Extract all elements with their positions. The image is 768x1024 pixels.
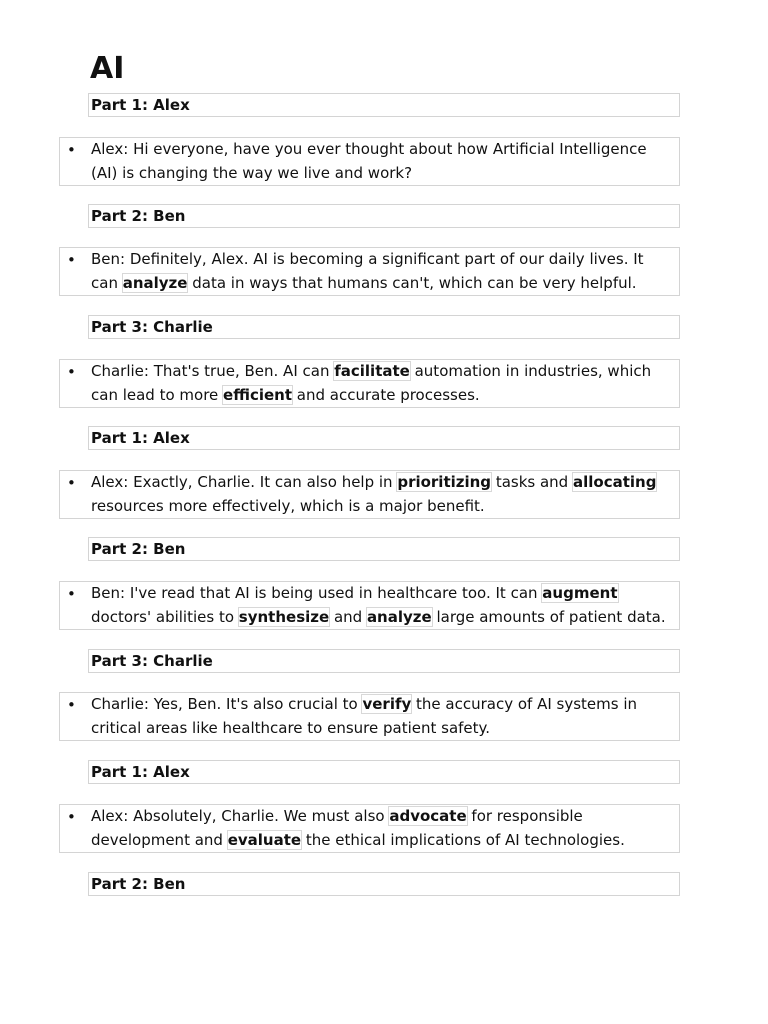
dialogue-paragraph xyxy=(59,359,680,408)
keyword: facilitate xyxy=(334,362,410,380)
bullet-icon: • xyxy=(67,141,76,159)
bullet-icon: • xyxy=(67,696,76,714)
paragraph-text: Charlie: That's true, Ben. AI can facilitate automation in industries, which can lead to more efficient and accurate processes. xyxy=(91,362,652,404)
bullet-icon: • xyxy=(67,585,76,603)
section-heading: Part 2: Ben xyxy=(88,204,680,228)
keyword: verify xyxy=(362,695,412,713)
section-heading: Part 1: Alex xyxy=(88,93,680,117)
section-heading: Part 2: Ben xyxy=(88,872,680,896)
keyword: evaluate xyxy=(227,830,302,849)
keyword: allocating xyxy=(572,473,657,491)
section-heading: Part 3: Charlie xyxy=(88,649,680,673)
section-heading: Part 1: Alex xyxy=(88,760,680,784)
keyword: synthesize xyxy=(238,607,330,626)
paragraph-text: Ben: Definitely, Alex. AI is becoming a significant part of our daily lives. It can analyze data in ways that humans can't, which can be very helpful. xyxy=(91,250,644,292)
dialogue-paragraph xyxy=(59,581,680,630)
keyword: prioritizing xyxy=(397,473,492,491)
dialogue-paragraph xyxy=(59,804,680,853)
bullet-icon: • xyxy=(67,808,76,826)
section-heading: Part 2: Ben xyxy=(88,537,680,561)
dialogue-paragraph xyxy=(59,692,680,741)
document-title: AI xyxy=(90,51,125,86)
paragraph-text: Ben: I've read that AI is being used in healthcare too. It can augment doctors' abilities to synthesize and analyze large amounts of patient data. xyxy=(91,584,666,626)
keyword: augment xyxy=(542,584,618,602)
paragraph-text: Alex: Exactly, Charlie. It can also help in prioritizing tasks and allocating resources more effectively, which is a major benefit. xyxy=(91,473,657,515)
keyword: advocate xyxy=(389,807,467,825)
section-heading: Part 3: Charlie xyxy=(88,315,680,339)
keyword: efficient xyxy=(223,385,293,404)
keyword: analyze xyxy=(366,607,432,626)
bullet-icon: • xyxy=(67,474,76,492)
section-heading: Part 1: Alex xyxy=(88,426,680,450)
bullet-icon: • xyxy=(67,363,76,381)
dialogue-paragraph xyxy=(59,137,680,186)
dialogue-paragraph xyxy=(59,247,680,296)
bullet-icon: • xyxy=(67,251,76,269)
dialogue-paragraph xyxy=(59,470,680,519)
paragraph-text: Alex: Absolutely, Charlie. We must also advocate for responsible development and evaluate the ethical implications of AI technologies. xyxy=(91,807,625,849)
keyword: analyze xyxy=(122,273,188,292)
paragraph-text: Alex: Hi everyone, have you ever thought about how Artificial Intelligence (AI) is changing the way we live and work? xyxy=(91,140,647,182)
paragraph-text: Charlie: Yes, Ben. It's also crucial to verify the accuracy of AI systems in critical areas like healthcare to ensure patient safety. xyxy=(91,695,638,737)
